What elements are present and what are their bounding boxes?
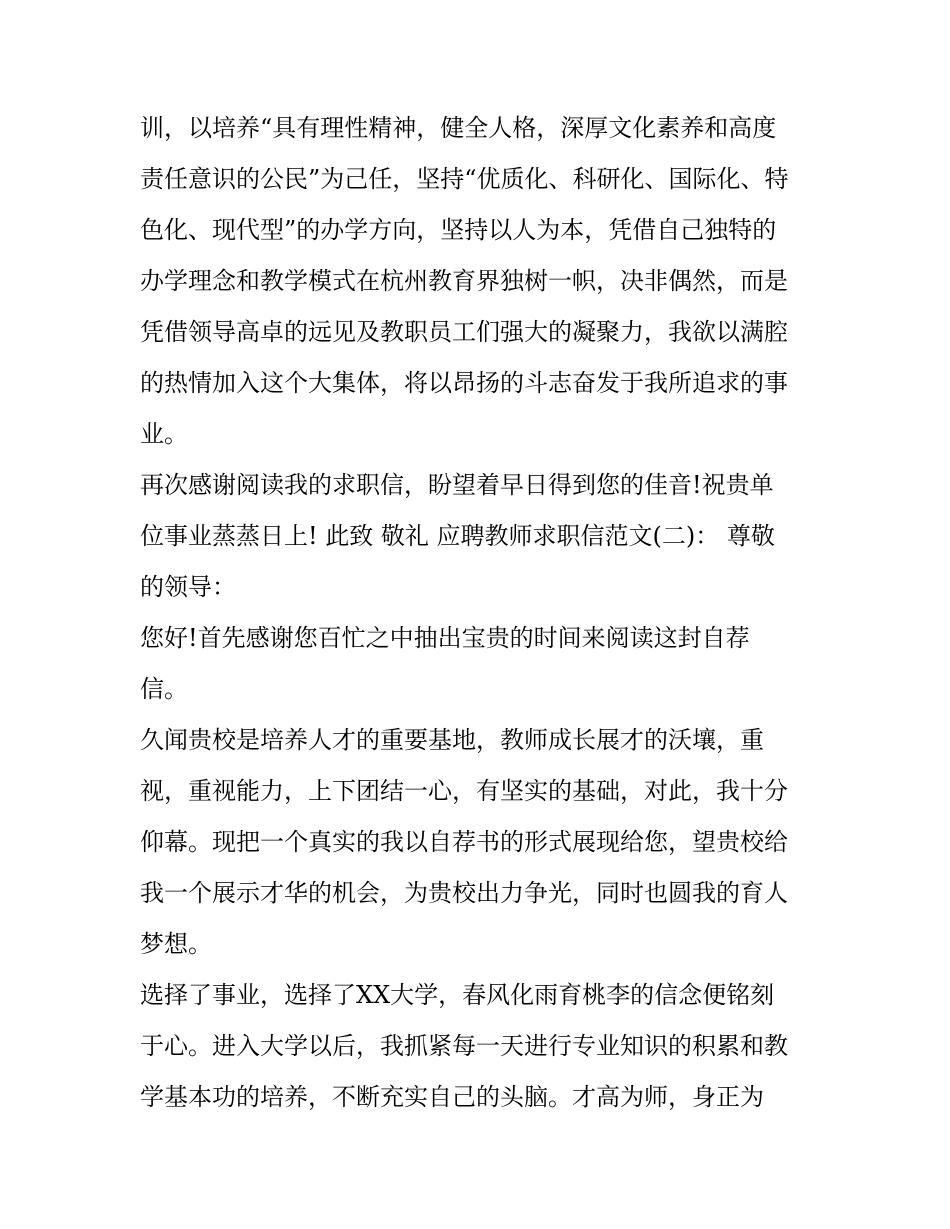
text-line: 于心。进入大学以后，我抓紧每一天进行专业知识的积累和教 [140,1032,788,1060]
text-line: 您好!首先感谢您百忙之中抽出宝贵的时间来阅读这封自荐 [140,624,750,652]
text-line: 训，以培养“具有理性精神，健全人格，深厚文化素养和高度 [140,114,777,142]
text-line: 我一个展示才华的机会，为贵校出力争光，同时也圆我的育人 [140,879,788,907]
text-line: 的领导： [140,573,236,601]
text-line: 仰幕。现把一个真实的我以自荐书的形式展现给您，望贵校给 [140,828,788,856]
text-line: 信。 [140,675,188,703]
letter-body [140,103,820,1123]
text-line: 凭借领导高卓的远见及教职员工们强大的凝聚力，我欲以满腔 [140,318,788,346]
text-line: 久闻贵校是培养人才的重要基地，教师成长展才的沃壤，重 [140,726,764,754]
text-line: 选择了事业，选择了XX大学，春风化雨育桃李的信念便铭刻 [140,981,775,1009]
text-line: 责任意识的公民”为己任，坚持“优质化、科研化、国际化、特 [140,165,789,193]
text-line: 业。 [140,420,188,448]
text-line: 色化、现代型”的办学方向，坚持以人为本，凭借自己独特的 [140,216,777,244]
text-line: 位事业蒸蒸日上! 此致 敬礼 应聘教师求职信范文(二)： 尊敬 [140,522,775,550]
text-line: 梦想。 [140,930,212,958]
text-line: 再次感谢阅读我的求职信，盼望着早日得到您的佳音!祝贵单 [140,471,774,499]
text-line: 学基本功的培养，不断充实自己的头脑。才高为师，身正为 [140,1083,764,1111]
text-line: 办学理念和教学模式在杭州教育界独树一帜，决非偶然，而是 [140,267,788,295]
text-line: 视，重视能力，上下团结一心，有坚实的基础，对此，我十分 [140,777,788,805]
text-line: 的热情加入这个大集体，将以昂扬的斗志奋发于我所追求的事 [140,369,788,397]
